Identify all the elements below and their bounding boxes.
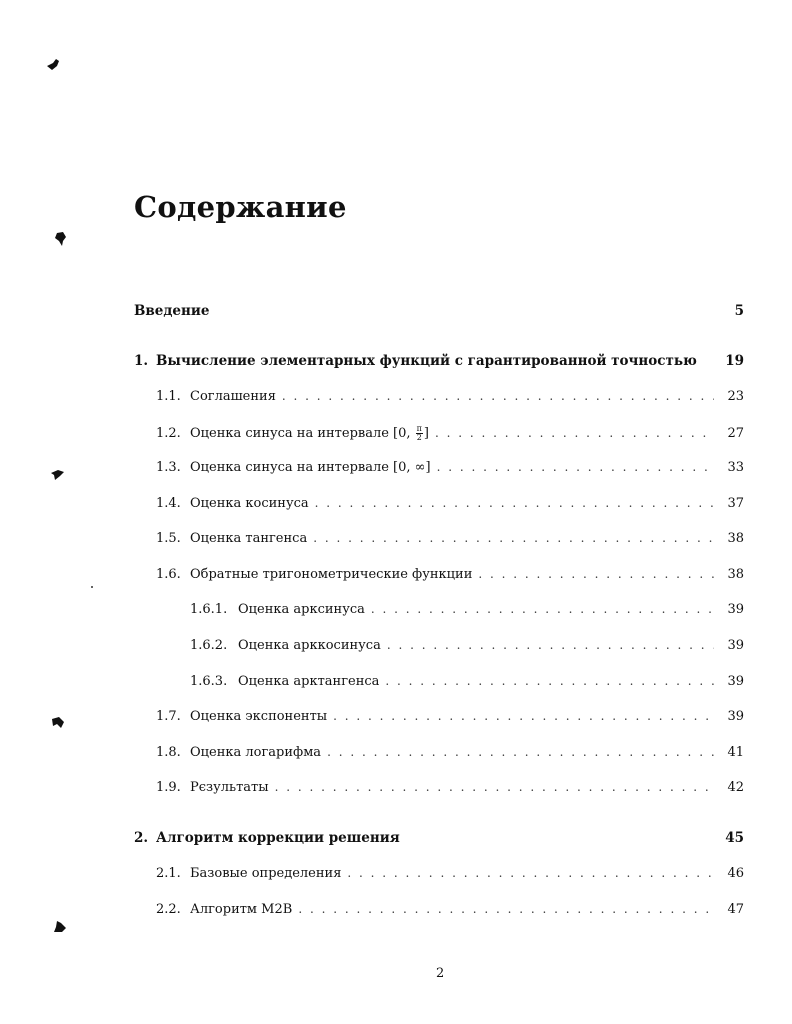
toc-leader-dots <box>387 638 714 652</box>
toc-section-1-3[interactable] <box>156 460 744 475</box>
toc-chapter-page: 19 <box>725 353 744 369</box>
toc-section-2-1[interactable] <box>156 866 744 881</box>
toc-leader-dots <box>333 709 714 723</box>
toc-section-1-9[interactable] <box>156 780 744 795</box>
toc-section-page: 38 <box>727 567 744 582</box>
toc-section-label: Оценка косинуса <box>190 496 309 511</box>
toc-section-label: Оценка тангенса <box>190 531 308 546</box>
toc-section-label: Алгоритм M2B <box>190 902 293 917</box>
toc-section-label: Оценка синуса на интервале [0, ∞] <box>190 460 431 475</box>
toc-section-label: Рєзультаты <box>190 780 269 795</box>
fraction-denominator: 2 <box>416 433 422 442</box>
toc-section-1-8[interactable] <box>156 745 744 760</box>
fraction-numerator: π <box>416 424 422 433</box>
toc-subsection-label: Оценка арксинуса <box>238 602 365 617</box>
scan-speck-mark <box>90 585 94 589</box>
toc-section-label-tail: ] <box>423 426 429 441</box>
toc-chapter-number: 2. <box>134 830 149 846</box>
toc-section-label-text: Оценка синуса на интервале [0, <box>190 426 415 441</box>
toc-section-number: 1.8. <box>156 745 181 760</box>
toc-section-page: 41 <box>727 745 744 760</box>
toc-section-1-7[interactable] <box>156 709 744 724</box>
toc-leader-dots <box>478 567 714 581</box>
toc-section-label: Оценка экспоненты <box>190 709 328 724</box>
toc-chapter-page: 45 <box>725 830 744 846</box>
page-number: 2 <box>436 966 445 981</box>
toc-section-label: Соглашения <box>190 389 276 404</box>
toc-leader-dots <box>275 780 714 794</box>
toc-section-number: 1.1. <box>156 389 181 404</box>
toc-subsection-number: 1.6.3. <box>190 674 228 689</box>
toc-subsection-label: Оценка арккосинуса <box>238 638 381 653</box>
toc-leader-dots <box>282 389 714 403</box>
toc-chapter-1[interactable] <box>134 353 744 369</box>
toc-entry-label: Введение <box>134 303 210 319</box>
toc-section-1-2[interactable] <box>156 425 744 442</box>
toc-leader-dots <box>327 745 714 759</box>
page-title: Содержание <box>134 190 347 224</box>
toc-section-number: 1.2. <box>156 426 181 441</box>
toc-section-number: 2.1. <box>156 866 181 881</box>
toc-section-page: 23 <box>727 389 744 404</box>
toc-subsection-1-6-3[interactable] <box>190 674 744 689</box>
toc-subsection-label: Оценка арктангенса <box>238 674 380 689</box>
toc-section-number: 1.3. <box>156 460 181 475</box>
toc-section-number: 2.2. <box>156 902 181 917</box>
toc-section-label: Оценка логарифма <box>190 745 322 760</box>
toc-section-page: 47 <box>727 902 744 917</box>
toc-leader-dots <box>298 902 714 916</box>
toc-subsection-number: 1.6.1. <box>190 602 228 617</box>
toc-chapter-number: 1. <box>134 353 149 369</box>
toc-chapter-label: Алгоритм коррекции решения <box>156 830 400 846</box>
toc-leader-dots <box>315 496 714 510</box>
toc-subsection-page: 39 <box>727 674 744 689</box>
toc-section-1-1[interactable] <box>156 389 744 404</box>
toc-section-page: 39 <box>727 709 744 724</box>
scan-speck-mark <box>52 920 68 934</box>
toc-section-number: 1.9. <box>156 780 181 795</box>
toc-section-number: 1.5. <box>156 531 181 546</box>
toc-section-label: Обратные тригонометрические функции <box>190 567 473 582</box>
toc-leader-dots <box>437 460 714 474</box>
toc-section-number: 1.6. <box>156 567 181 582</box>
pi-over-two-fraction <box>416 425 423 442</box>
toc-leader-dots <box>435 426 714 440</box>
toc-section-1-6[interactable] <box>156 567 744 582</box>
scan-speck-mark <box>46 58 62 72</box>
toc-leader-dots <box>347 866 714 880</box>
toc-subsection-number: 1.6.2. <box>190 638 228 653</box>
toc-section-1-5[interactable] <box>156 531 744 546</box>
toc-section-1-4[interactable] <box>156 496 744 511</box>
toc-section-page: 46 <box>727 866 744 881</box>
toc-entry-page: 5 <box>734 303 744 319</box>
toc-section-page: 27 <box>727 426 744 441</box>
toc-subsection-1-6-2[interactable] <box>190 638 744 653</box>
toc-section-label: Базовые определения <box>190 866 342 881</box>
scan-speck-mark <box>54 231 68 247</box>
toc-entry-introduction[interactable] <box>134 303 744 319</box>
toc-leader-dots <box>371 602 714 616</box>
toc-section-page: 38 <box>727 531 744 546</box>
toc-chapter-label: Вычисление элементарных функций с гарантированной точностью <box>156 353 697 369</box>
toc-section-number: 1.4. <box>156 496 181 511</box>
toc-subsection-page: 39 <box>727 638 744 653</box>
toc-leader-dots <box>385 674 714 688</box>
scan-speck-mark <box>50 469 66 481</box>
scan-speck-mark <box>50 716 66 730</box>
toc-section-page: 37 <box>727 496 744 511</box>
toc-section-page: 33 <box>727 460 744 475</box>
toc-section-2-2[interactable] <box>156 902 744 917</box>
toc-section-label <box>190 425 429 442</box>
toc-leader-dots <box>313 531 714 545</box>
toc-section-page: 42 <box>727 780 744 795</box>
toc-section-number: 1.7. <box>156 709 181 724</box>
toc-subsection-page: 39 <box>727 602 744 617</box>
toc-subsection-1-6-1[interactable] <box>190 602 744 617</box>
toc-chapter-2[interactable] <box>134 830 744 846</box>
